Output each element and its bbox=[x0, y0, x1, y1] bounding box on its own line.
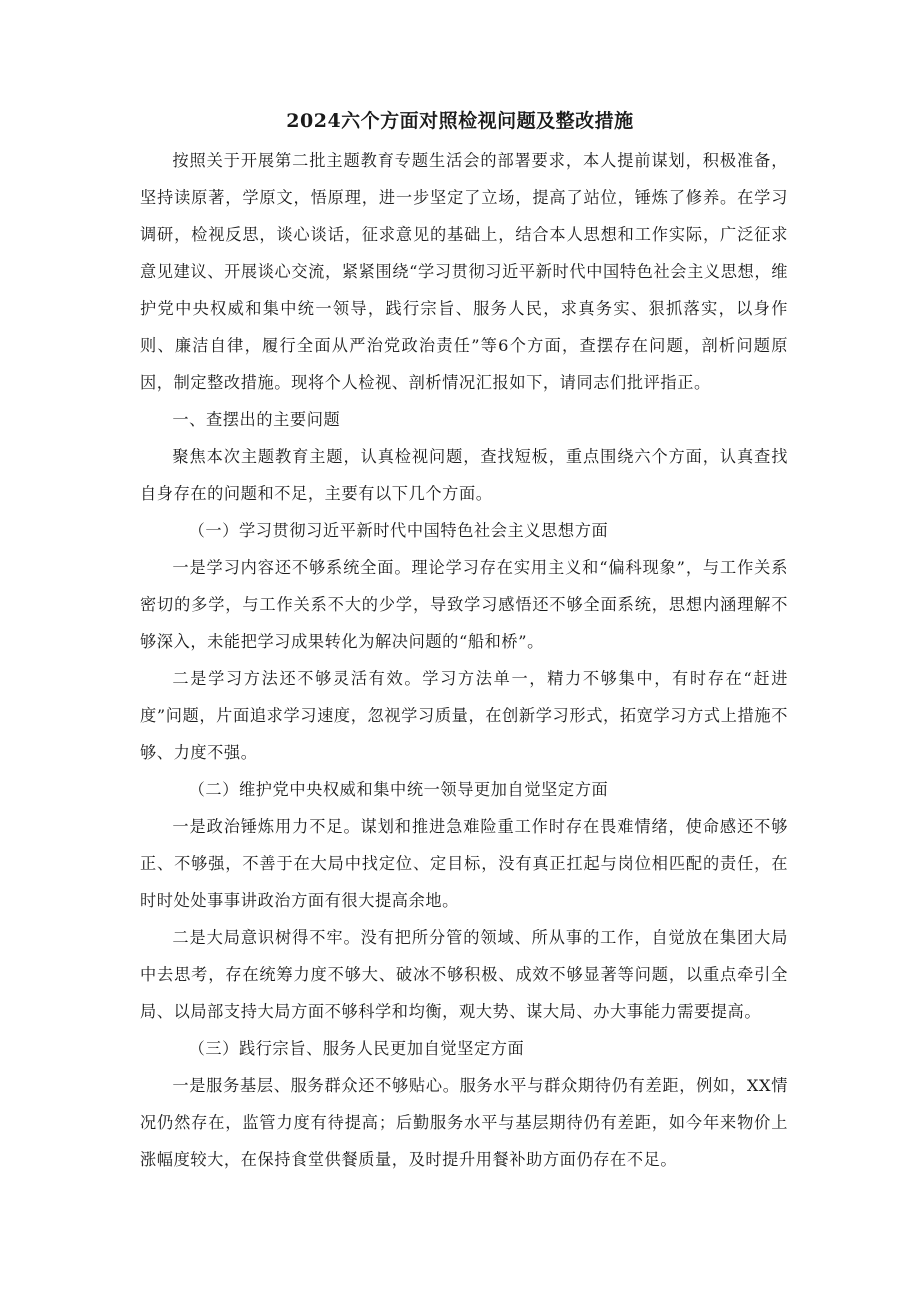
body-paragraph: 一是服务基层、服务群众还不够贴心。服务水平与群众期待仍有差距，例如，XX情况仍然存在，监管力度有待提高；后勤服务水平与基层期待仍有差距，如今年来物价上涨幅度较大，在保持食堂供餐质量，及时提升用餐补助方面仍存在不足。 bbox=[140, 1076, 788, 1169]
body-paragraph: 二是大局意识树得不牢。没有把所分管的领域、所从事的工作，自觉放在集团大局中去思考，存在统筹力度不够大、破冰不够积极、成效不够显著等问题，以重点牵引全局、以局部支持大局方面不够科学和均衡，观大势、谋大局、办大事能力需要提高。 bbox=[140, 928, 788, 1021]
body-paragraph: 二是学习方法还不够灵活有效。学习方法单一，精力不够集中，有时存在“赶进度”问题，片面追求学习速度，忽视学习质量，在创新学习形式，拓宽学习方式上措施不够、力度不强。 bbox=[140, 669, 788, 762]
subsection-heading: （一）学习贯彻习近平新时代中国特色社会主义思想方面 bbox=[188, 521, 609, 540]
section-heading: 一、查摆出的主要问题 bbox=[172, 410, 341, 429]
body-paragraph: 一是学习内容还不够系统全面。理论学习存在实用主义和“偏科现象”，与工作关系密切的多学，与工作关系不大的少学，导致学习感悟还不够全面系统，思想内涵理解不够深入，未能把学习成果转化为解决问题的“船和桥”。 bbox=[140, 558, 788, 651]
subsection-heading: （二）维护党中央权威和集中统一领导更加自觉坚定方面 bbox=[188, 780, 609, 799]
body-paragraph: 一是政治锤炼用力不足。谋划和推进急难险重工作时存在畏难情绪，使命感还不够正、不够强，不善于在大局中找定位、定目标，没有真正扛起与岗位相匹配的责任，在时时处处事事讲政治方面有很大提高余地。 bbox=[140, 817, 788, 910]
body-paragraph: 聚焦本次主题教育主题，认真检视问题，查找短板，重点围绕六个方面，认真查找自身存在的问题和不足，主要有以下几个方面。 bbox=[140, 447, 788, 503]
document-title: 2024六个方面对照检视问题及整改措施 bbox=[286, 110, 634, 132]
subsection-heading: （三）践行宗旨、服务人民更加自觉坚定方面 bbox=[188, 1039, 525, 1058]
document-body bbox=[140, 142, 788, 1178]
body-paragraph: 按照关于开展第二批主题教育专题生活会的部署要求，本人提前谋划，积极准备，坚持读原著，学原文，悟原理，进一步坚定了立场，提高了站位，锤炼了修养。在学习调研，检视反思，谈心谈话，征求意见的基础上，结合本人思想和工作实际，广泛征求意见建议、开展谈心交流，紧紧围绕“学习贯彻习近平新时代中国特色社会主义思想，维护党中央权威和集中统一领导，践行宗旨、服务人民，求真务实、狠抓落实，以身作则、廉洁自律，履行全面从严治党政治责任”等6个方面，查摆存在问题，剖析问题原因，制定整改措施。现将个人检视、剖析情况汇报如下，请同志们批评指正。 bbox=[140, 151, 788, 392]
